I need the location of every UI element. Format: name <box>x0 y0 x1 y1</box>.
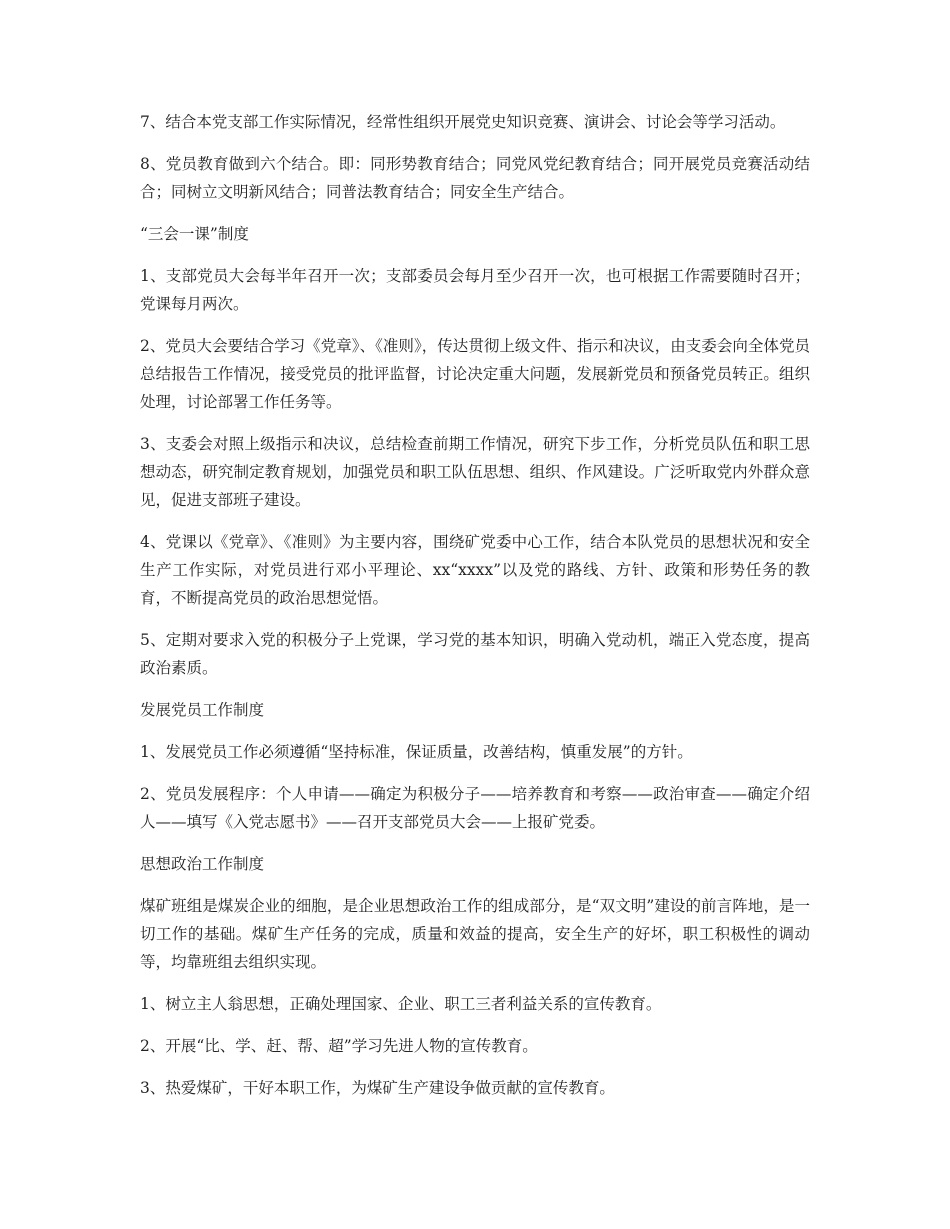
document-body <box>140 108 810 1116</box>
list-item-3: 3、支委会对照上级指示和决议，总结检查前期工作情况，研究下步工作，分析党员队伍和职工思想动态，研究制定教育规划，加强党员和职工队伍思想、组织、作风建设。广泛听取党内外群众意见，促进支部班子建设。 <box>140 435 810 509</box>
section-heading-three-meetings: “三会一课”制度 <box>140 225 249 243</box>
list-item-8: 8、党员教育做到六个结合。即：同形势教育结合；同党风党纪教育结合；同开展党员竞赛活动结合；同树立文明新风结合；同普法教育结合；同安全生产结合。 <box>140 155 810 201</box>
list-item-5: 5、定期对要求入党的积极分子上党课，学习党的基本知识，明确入党动机，端正入党态度，提高政治素质。 <box>140 631 810 677</box>
section-heading-ideological-work: 思想政治工作制度 <box>140 855 265 873</box>
list-item-2: 2、开展“比、学、赶、帮、超”学习先进人物的宣传教育。 <box>140 1037 538 1055</box>
list-item-2: 2、党员大会要结合学习《党章》、《准则》，传达贯彻上级文件、指示和决议，由支委会向全体党员总结报告工作情况，接受党员的批评监督，讨论决定重大问题，发展新党员和预备党员转正。组织处理，讨论部署工作任务等。 <box>140 337 810 411</box>
list-item-1: 1、发展党员工作必须遵循“坚持标准，保证质量，改善结构，慎重发展”的方针。 <box>140 743 693 761</box>
list-item-1: 1、树立主人翁思想，正确处理国家、企业、职工三者利益关系的宣传教育。 <box>140 995 662 1013</box>
list-item-1: 1、支部党员大会每半年召开一次；支部委员会每月至少召开一次，也可根据工作需要随时召开；党课每月两次。 <box>140 267 810 313</box>
list-item-2: 2、党员发展程序：个人申请——确定为积极分子——培养教育和考察——政治审查——确定介绍人——填写《入党志愿书》——召开支部党员大会——上报矿党委。 <box>140 785 810 831</box>
section-heading-member-development: 发展党员工作制度 <box>140 701 265 719</box>
intro-paragraph: 煤矿班组是煤炭企业的细胞，是企业思想政治工作的组成部分，是“双文明”建设的前言阵地，是一切工作的基础。煤矿生产任务的完成，质量和效益的提高，安全生产的好坏，职工积极性的调动等，均靠班组去组织实现。 <box>140 897 810 971</box>
list-item-7: 7、结合本党支部工作实际情况，经常性组织开展党史知识竞赛、演讲会、讨论会等学习活动。 <box>140 113 786 131</box>
list-item-3: 3、热爱煤矿，干好本职工作，为煤矿生产建设争做贡献的宣传教育。 <box>140 1079 615 1097</box>
list-item-4: 4、党课以《党章》、《准则》为主要内容，围绕矿党委中心工作，结合本队党员的思想状况和安全生产工作实际，对党员进行邓小平理论、xx“xxxx”以及党的路线、方针、政策和形势任务的教育，不断提高党员的政治思想觉悟。 <box>140 533 810 607</box>
